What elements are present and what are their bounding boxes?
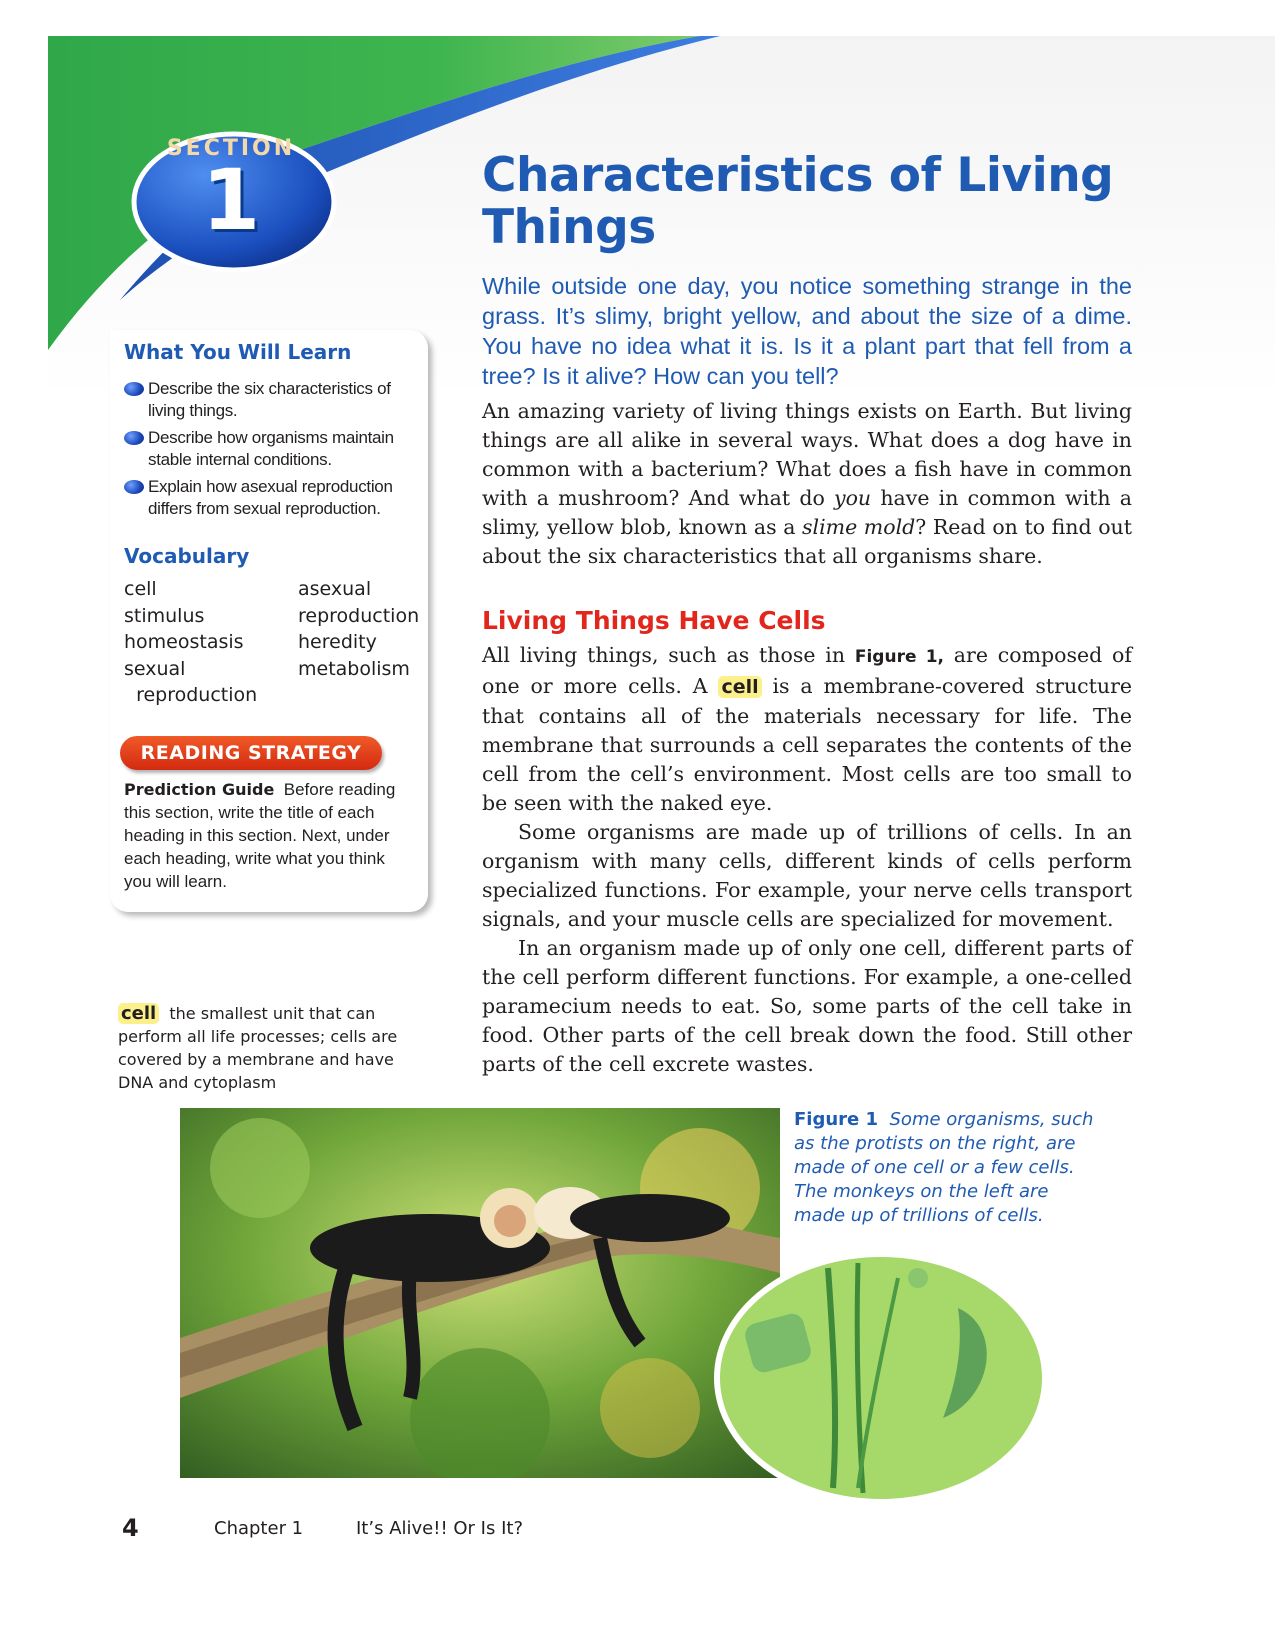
footer-chapter-title: It’s Alive!! Or Is It?	[356, 1518, 524, 1539]
vocab-term: reproduction	[298, 604, 420, 627]
vocab-term: reproduction	[124, 684, 258, 706]
paragraph-4: In an organism made up of only one cell, different parts of the cell perform different functions. For example, a one-celled paramecium needs to eat. So, some parts of the cell take in food. Other parts of the cell break down the food. Still other parts of the cell excrete wastes.	[482, 936, 1132, 1076]
vocab-term: cell	[124, 578, 157, 600]
reading-strategy-label: READING STRATEGY	[120, 736, 382, 770]
vocab-column-2	[298, 576, 419, 682]
bullet-icon	[124, 382, 144, 396]
vocab-term: sexual	[124, 657, 186, 680]
glossary-entry	[118, 1002, 418, 1094]
learn-list	[124, 378, 414, 525]
vocab-term: asexual	[298, 578, 372, 600]
list-item: Explain how asexual reproduction differs from sexual reproduction.	[124, 476, 414, 520]
vocab-column-1	[124, 576, 257, 709]
figure-reference: Figure 1,	[854, 647, 944, 667]
paragraph-3: Some organisms are made up of trillions of cells. In an organism with many cells, different kinds of cells perform specialized functions. For example, your nerve cells transport signals, and your muscle cells are specialized for movement.	[482, 820, 1132, 931]
reading-strategy-text: Prediction Guide Before reading this section, write the title of each heading in this section. Next, under each heading, write what you think you will learn.	[124, 780, 396, 891]
section-number: 1	[201, 151, 261, 249]
vocab-highlight: cell	[718, 676, 761, 698]
paragraph-1: An amazing variety of living things exists on Earth. But living things are all alike in several ways. What does a dog have in common with a bacterium? What does a fish have in common with a mushroom? And what do you have in common with a slimy, yellow blob, known as a slime mold? Read on to find out about the six characteristics that all organisms share.	[482, 399, 1132, 568]
learn-heading: What You Will Learn	[124, 340, 352, 364]
glossary-definition: the smallest unit that can perform all life processes; cells are covered by a membrane and have DNA and cytoplasm	[118, 1004, 398, 1092]
vocab-heading: Vocabulary	[124, 544, 250, 568]
vocab-term: homeostasis	[124, 631, 244, 653]
protists-micrograph	[708, 1248, 1054, 1508]
intro-paragraph: While outside one day, you notice something strange in the grass. It’s slimy, bright yellow, and about the size of a dime. You have no idea what it is. Is it a plant part that fell from a tree? Is it alive? How can you tell?	[482, 273, 1132, 389]
list-item: Describe the six characteristics of living things.	[124, 378, 414, 422]
footer-chapter: Chapter 1	[214, 1518, 304, 1539]
page-title: Characteristics of Living Things	[482, 148, 1114, 255]
paragraph-2: All living things, such as those in Figure 1, are composed of one or more cells. A cell is a membrane-covered structure that contains all of the materials necessary for life. The membrane that surrounds a cell separates the contents of the cell from the cell’s environment. Most cells are too small to be seen with the naked eye.	[482, 643, 1133, 815]
monkeys-photo	[180, 1108, 780, 1478]
bullet-icon	[124, 431, 144, 445]
figure-label: Figure 1	[794, 1109, 879, 1130]
page-number: 4	[122, 1514, 139, 1542]
bullet-icon	[124, 480, 144, 494]
vocab-term: metabolism	[298, 657, 410, 680]
list-item: Describe how organisms maintain stable internal conditions.	[124, 427, 414, 471]
vocab-term: stimulus	[124, 604, 205, 627]
glossary-term: cell	[118, 1003, 159, 1024]
section-label: SECTION	[166, 136, 296, 161]
section-heading: Living Things Have Cells	[482, 606, 826, 635]
body-text	[482, 641, 1132, 1079]
figure-caption: Figure 1 Some organisms, such as the protists on the right, are made of one cell or a few cells. The monkeys on the left are made up of trillions of cells.	[794, 1109, 1094, 1226]
vocab-term: heredity	[298, 631, 377, 653]
